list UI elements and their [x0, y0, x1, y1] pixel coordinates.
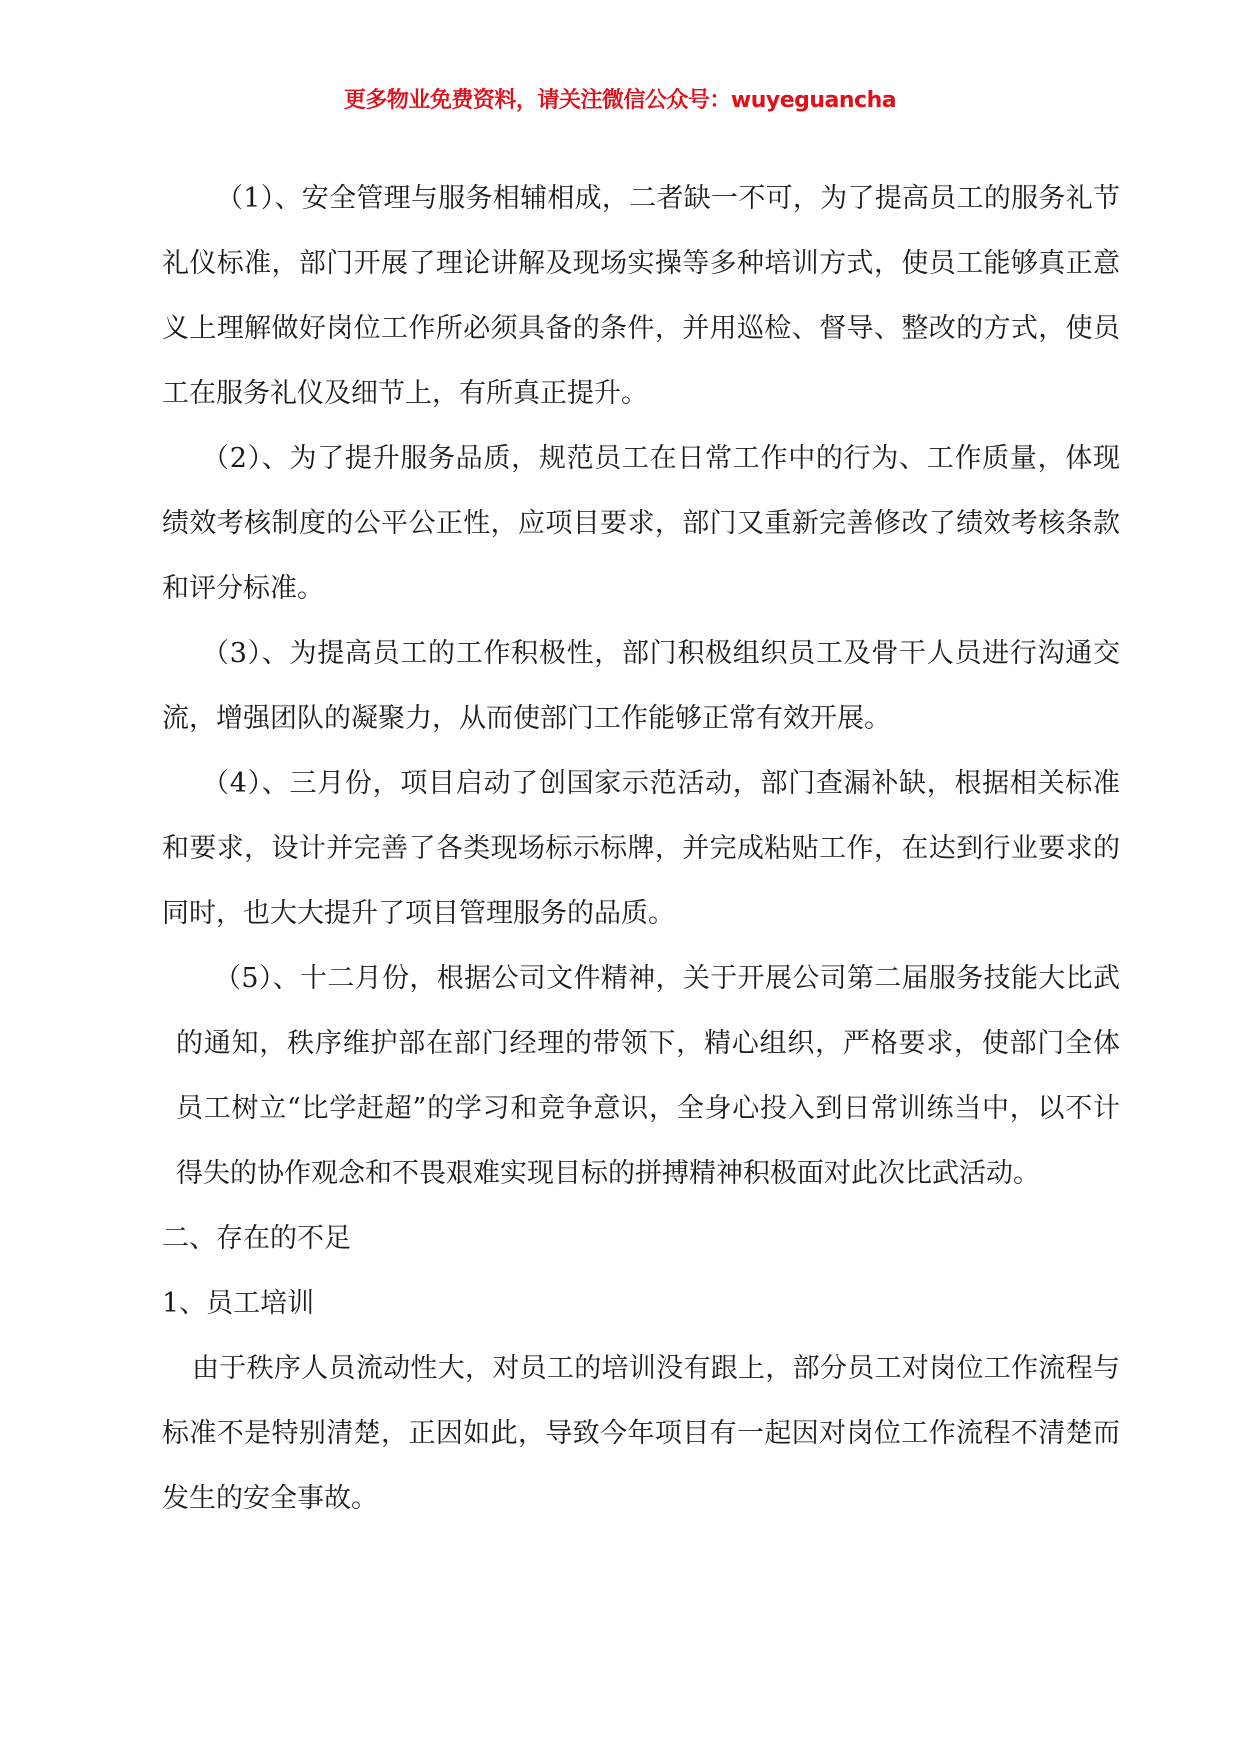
paragraph-4: （4）、三月份，项目启动了创国家示范活动，部门查漏补缺，根据相关标准和要求，设计并完善了各类现场标示标牌，并完成粘贴工作，在达到行业要求的同时，也大大提升了项目管理服务的品质。 [162, 768, 1120, 929]
section-heading: 二、存在的不足 [162, 1223, 351, 1254]
paragraph-5: （5）、十二月份，根据公司文件精神，关于开展公司第二届服务技能大比武的通知，秩序维护部在部门经理的带领下，精心组织，严格要求，使部门全体员工树立“比学赶超”的学习和竞争意识，全身心投入到日常训练当中，以不计得失的协作观念和不畏艰难实现目标的拼搏精神积极面对此次比武活动。 [176, 963, 1120, 1189]
subsection-heading: 1、员工培训 [162, 1288, 315, 1319]
paragraph-3: （3）、为提高员工的工作积极性，部门积极组织员工及骨干人员进行沟通交流，增强团队的凝聚力，从而使部门工作能够正常有效开展。 [162, 638, 1120, 734]
closing-paragraph: 由于秩序人员流动性大，对员工的培训没有跟上，部分员工对岗位工作流程与标准不是特别清楚，正因如此，导致今年项目有一起因对岗位工作流程不清楚而发生的安全事故。 [162, 1353, 1120, 1514]
paragraph-2: （2）、为了提升服务品质，规范员工在日常工作中的行为、工作质量，体现绩效考核制度的公平公正性，应项目要求，部门又重新完善修改了绩效考核条款和评分标准。 [162, 443, 1120, 604]
header-banner: 更多物业免费资料，请关注微信公众号：wuyeguancha [343, 88, 897, 113]
paragraph-1: （1）、安全管理与服务相辅相成，二者缺一不可，为了提高员工的服务礼节礼仪标准，部门开展了理论讲解及现场实操等多种培训方式，使员工能够真正意义上理解做好岗位工作所必须具备的条件，并用巡检、督导、整改的方式，使员工在服务礼仪及细节上，有所真正提升。 [162, 183, 1120, 409]
document-body [162, 166, 1120, 1531]
